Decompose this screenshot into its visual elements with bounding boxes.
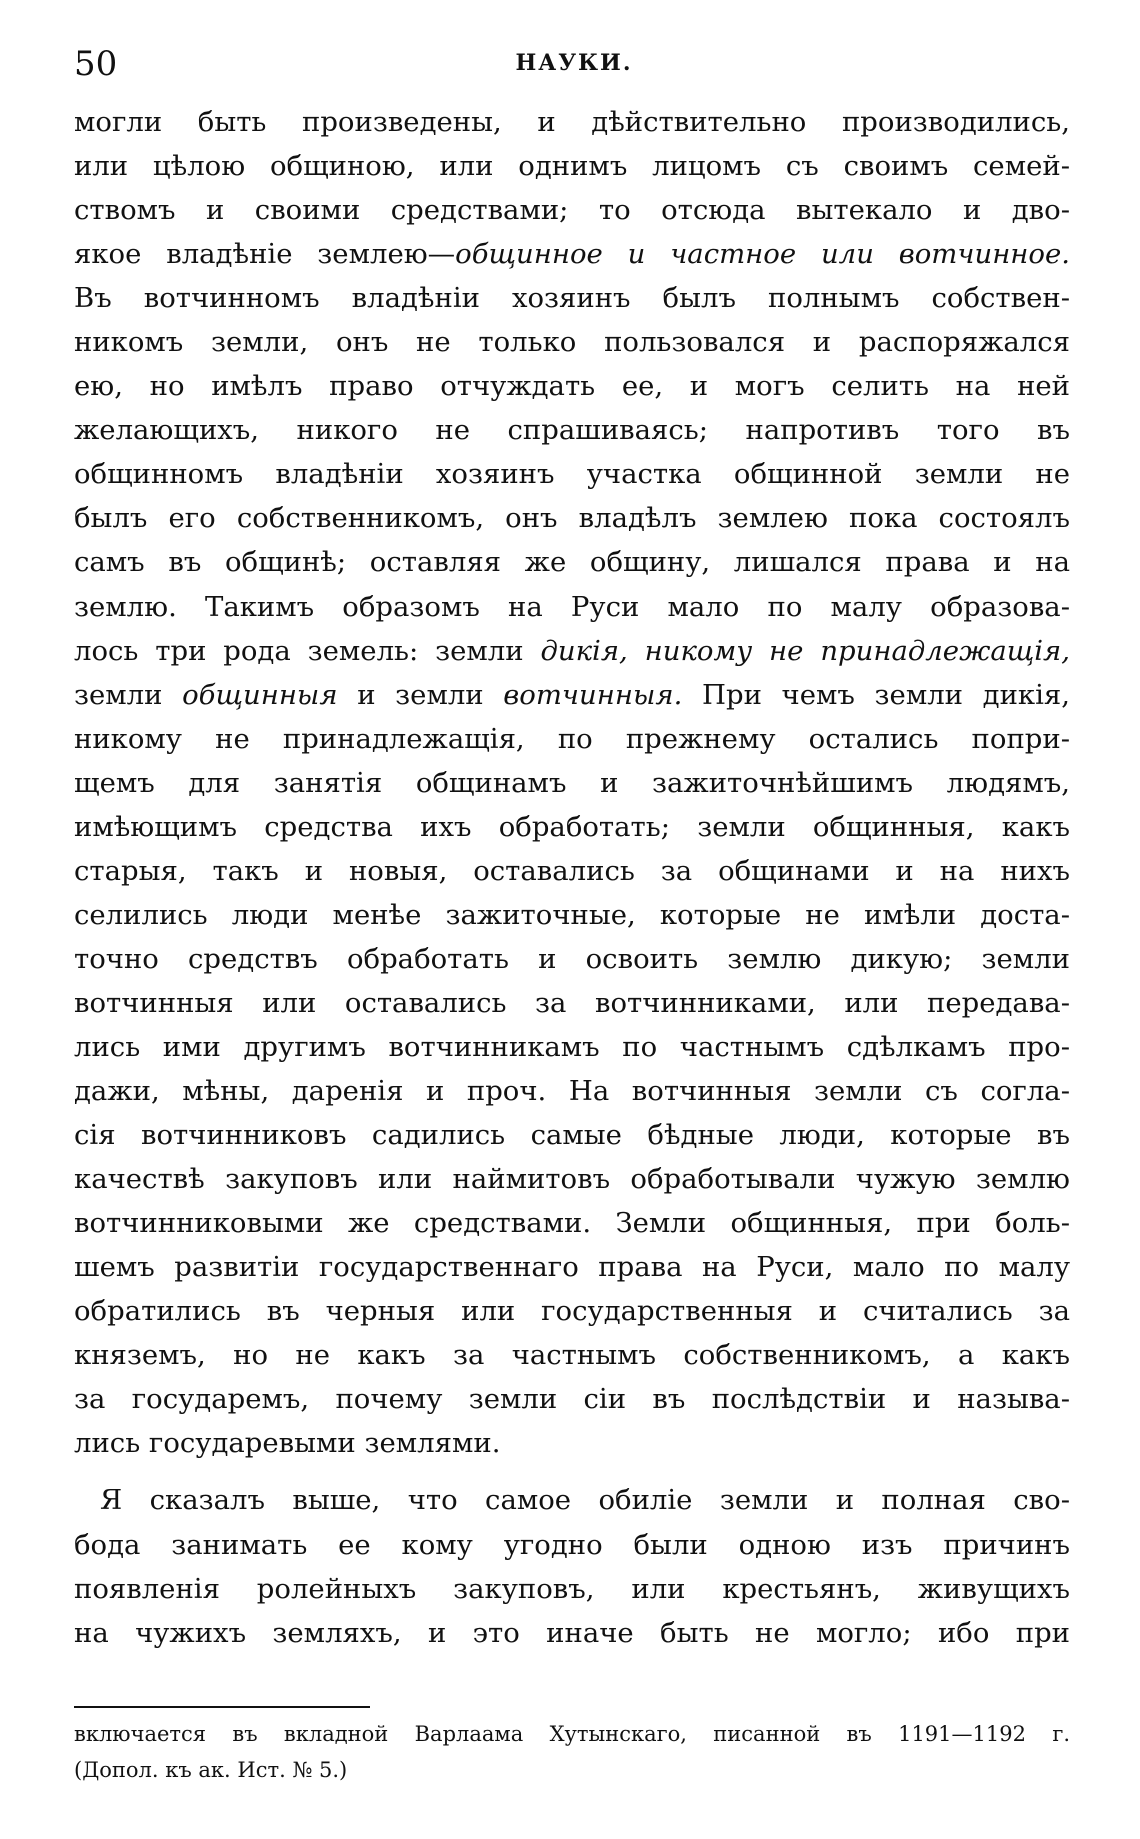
text-segment: ствомъ и своими средствами; то отсюда вытекало и дво- bbox=[74, 194, 1070, 227]
text-segment: желающихъ, никого не спрашиваясь; напротивъ того въ bbox=[74, 414, 1070, 447]
text-line bbox=[74, 188, 1070, 232]
text-line bbox=[74, 629, 1070, 673]
text-line bbox=[74, 849, 1070, 893]
text-segment: и земли bbox=[337, 678, 504, 711]
text-line bbox=[74, 1157, 1070, 1201]
body-text bbox=[74, 100, 1070, 1655]
text-line bbox=[74, 1421, 1070, 1465]
text-line bbox=[74, 144, 1070, 188]
text-line bbox=[74, 805, 1070, 849]
italic-text: вотчинныя. bbox=[503, 678, 683, 711]
text-segment: никому не принадлежащія, по прежнему остались попри- bbox=[74, 722, 1070, 755]
text-line bbox=[74, 1567, 1070, 1611]
italic-text: дикія, никому не принадлежащія, bbox=[540, 634, 1070, 667]
text-segment: лись государевыми землями. bbox=[74, 1427, 501, 1460]
text-line bbox=[74, 1377, 1070, 1421]
text-line bbox=[74, 585, 1070, 629]
text-segment: вотчинниковыми же средствами. Земли общинныя, при боль- bbox=[74, 1207, 1070, 1240]
text-line bbox=[74, 100, 1070, 144]
text-line bbox=[74, 673, 1070, 717]
text-segment: или цѣлою общиною, или однимъ лицомъ съ своимъ семей- bbox=[74, 150, 1070, 183]
text-line bbox=[74, 276, 1070, 320]
footnote-rule bbox=[74, 1706, 370, 1708]
text-segment: дажи, мѣны, даренія и проч. На вотчинныя земли съ согла- bbox=[74, 1075, 1070, 1108]
text-segment: имѣющимъ средства ихъ обработать; земли общинныя, какъ bbox=[74, 810, 1070, 843]
text-line bbox=[74, 1523, 1070, 1567]
text-segment: на чужихъ земляхъ, и это иначе быть не могло; ибо при bbox=[74, 1616, 1070, 1649]
text-segment: вотчинныя или оставались за вотчинниками, или передава- bbox=[74, 986, 1070, 1019]
italic-text: общинное и частное или вотчинное. bbox=[455, 238, 1070, 271]
text-segment: лись ими другимъ вотчинникамъ по частнымъ сдѣлкамъ про- bbox=[74, 1030, 1070, 1063]
text-line bbox=[74, 1289, 1070, 1333]
text-line bbox=[74, 496, 1070, 540]
text-segment: ею, но имѣлъ право отчуждать ее, и могъ селить на ней bbox=[74, 370, 1070, 403]
italic-text: общинныя bbox=[182, 678, 338, 711]
text-line bbox=[74, 1201, 1070, 1245]
text-segment: землю. Такимъ образомъ на Руси мало по малу образова- bbox=[74, 590, 1070, 623]
text-line bbox=[74, 1069, 1070, 1113]
text-segment: Я сказалъ выше, что самое обиліе земли и полная сво- bbox=[100, 1484, 1070, 1517]
text-segment: При чемъ земли дикія, bbox=[682, 678, 1070, 711]
page-number: 50 bbox=[74, 44, 118, 84]
text-segment: шемъ развитіи государственнаго права на Руси, мало по малу bbox=[74, 1251, 1070, 1284]
text-segment: Въ вотчинномъ владѣніи хозяинъ былъ полнымъ собствен- bbox=[74, 282, 1070, 315]
text-line bbox=[74, 364, 1070, 408]
text-segment: появленія ролейныхъ закуповъ, или крестьянъ, живущихъ bbox=[74, 1572, 1070, 1605]
footnote-line: включается въ вкладной Варлаама Хутынскаго, писанной въ 1191—1192 г. bbox=[74, 1722, 1070, 1746]
text-segment: качествѣ закуповъ или наймитовъ обработывали чужую землю bbox=[74, 1163, 1070, 1196]
text-segment: былъ его собственникомъ, онъ владѣлъ землею пока состоялъ bbox=[74, 502, 1070, 535]
text-line bbox=[74, 1025, 1070, 1069]
text-segment: лось три рода земель: земли bbox=[74, 634, 541, 667]
text-line bbox=[74, 1611, 1070, 1655]
text-line bbox=[74, 1245, 1070, 1289]
text-segment: за государемъ, почему земли сіи въ послѣдствіи и называ- bbox=[74, 1383, 1070, 1416]
text-segment: обратились въ черныя или государственныя и считались за bbox=[74, 1295, 1070, 1328]
text-line bbox=[74, 540, 1070, 584]
text-segment: бода занимать ее кому угодно были одною изъ причинъ bbox=[74, 1528, 1070, 1561]
text-line bbox=[74, 1113, 1070, 1157]
text-segment: никомъ земли, онъ не только пользовался и распоряжался bbox=[74, 326, 1070, 359]
text-line bbox=[74, 937, 1070, 981]
text-line bbox=[74, 1333, 1070, 1377]
text-line bbox=[74, 981, 1070, 1025]
text-segment: земли bbox=[74, 678, 183, 711]
text-line bbox=[74, 1478, 1070, 1522]
page-header bbox=[74, 44, 1074, 94]
text-segment: точно средствъ обработать и освоить землю дикую; земли bbox=[74, 942, 1070, 975]
text-segment: щемъ для занятія общинамъ и зажиточнѣйшимъ людямъ, bbox=[74, 766, 1070, 799]
text-segment: якое владѣніе землею— bbox=[74, 238, 456, 271]
text-segment: селились люди менѣе зажиточные, которые не имѣли доста- bbox=[74, 898, 1070, 931]
text-line bbox=[74, 717, 1070, 761]
running-head: НАУКИ. bbox=[515, 50, 633, 76]
text-line bbox=[74, 452, 1070, 496]
text-line bbox=[74, 893, 1070, 937]
footnotes bbox=[74, 1716, 1070, 1788]
text-segment: старыя, такъ и новыя, оставались за общинами и на нихъ bbox=[74, 854, 1070, 887]
text-line bbox=[74, 320, 1070, 364]
text-line bbox=[74, 408, 1070, 452]
text-segment: сія вотчинниковъ садились самые бѣдные люди, которые въ bbox=[74, 1119, 1070, 1152]
text-segment: самъ въ общинѣ; оставляя же общину, лишался права и на bbox=[74, 546, 1070, 579]
text-line bbox=[74, 232, 1070, 276]
text-segment: общинномъ владѣніи хозяинъ участка общинной земли не bbox=[74, 458, 1070, 491]
footnote-line: (Допол. къ ак. Ист. № 5.) bbox=[74, 1758, 348, 1782]
text-line bbox=[74, 761, 1070, 805]
text-segment: могли быть произведены, и дѣйствительно производились, bbox=[74, 106, 1070, 138]
text-segment: княземъ, но не какъ за частнымъ собственникомъ, а какъ bbox=[74, 1339, 1070, 1372]
